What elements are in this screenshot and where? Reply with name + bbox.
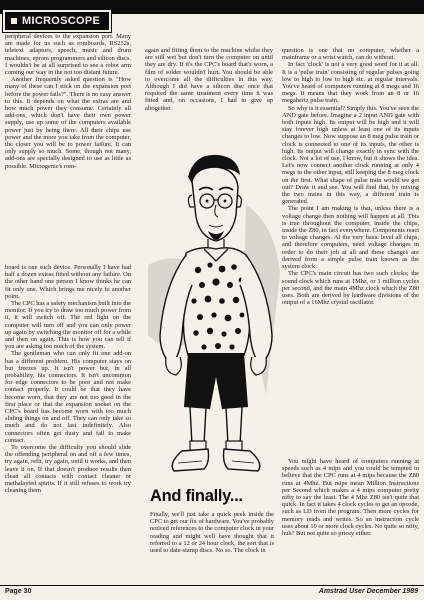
paragraph: peripheral devices to the expansion port. Many are made for us such as romboards, RS232s, teletext adaptors, speech, music and drum machines, eprom programmers and silicon discs. I wouldn't be at all surprised to see a robot arm coming our way in the not too distant future. xyxy=(5,33,131,77)
paragraph: The gentleman who can only fit one add-on has a different problem. His computer stays on but freezes up. It isn't power but, in all probability, his connectors. It isn't uncommon for edge connectors to be poor and not make contact properly. It could be that they have become worn, that they are not too good in the first place or that the expansion socket on the CPC's board has become worn with too much sliding things on and off. They can only take so much and do not last indefinitely. Also connectors often get dusty and fail to make contact. xyxy=(5,350,131,444)
page-footer xyxy=(0,585,424,600)
column-2-bottom xyxy=(150,511,274,586)
magazine-issue: Amstrad User December 1989 xyxy=(318,588,418,595)
paragraph: board is one such device. Personally I have had half a dozen extras fitted without any failure. On the other hand one person I know thinks he can fit only one. Which brings me nicely to another point. xyxy=(5,264,131,300)
paragraph: The point I am making is that, unless there is a voltage change then nothing will happen at all. This is true throughout the computer, inside the chips, inside the Z80, in fact everywhere. Components react to voltage changes. At the very basic level all chips, and therefore computers, need voltage changes in order to do their job at all and these changes are derived from a simple pulse train known as the system clock. xyxy=(282,205,419,271)
shoe xyxy=(224,449,260,471)
leg-right xyxy=(226,407,242,445)
shoe xyxy=(172,449,208,471)
column-1-bottom xyxy=(5,264,131,582)
hand xyxy=(166,357,182,375)
paragraph: again and fitting them to the machine whilst they are still wet but don't turn the computer on until they are dry. If it's the CPC's board that's worn, a film of solder wouldn't hurt. You should be able to overcome all the difficulties in this way. Although I did have a silicon disc once that required the same treatment every time it was fitted and, on occasions, I had to give up altogether. xyxy=(145,47,273,112)
column-3-bottom xyxy=(282,458,419,586)
subheadline: And finally... xyxy=(150,487,243,505)
paragraph: Another frequently asked question is "How many of these can I stick on the expansion port before the power fails?". There is no easy answer to this. It depends on what the extras are and how much power they consume. Certainly all add-ons, which don't have their own power supply, use up some of the computers available power just by being there. All their chips use power and the more you take from the computer, the closer you will be to power failure. It can only supply so much. Some, though not many, add-ons are specially designed to use as little as possible. Microgenic's rom- xyxy=(5,76,131,170)
column-1-top xyxy=(5,33,131,240)
column-3-top xyxy=(282,47,419,447)
leg-left xyxy=(190,407,206,445)
paragraph: In fact 'clock' is not a very good word for it at all. It is a 'pulse train' consisting of regular pulses going low to high to low to high etc. at regular intervals. You've heard of computers running at 8 megs and 16 megs. It means that they work from an 8 or 16 megahertz pulse train. xyxy=(282,61,419,105)
section-heading xyxy=(3,10,111,32)
paragraph: question is one that no computer, whether a mainframe or a wrist watch, can do without. xyxy=(282,47,419,62)
square-bullet-icon xyxy=(11,18,17,24)
cartoon-illustration xyxy=(146,145,282,490)
section-title: MICROSCOPE xyxy=(22,15,101,27)
shorts xyxy=(184,353,248,409)
page-number: Page 30 xyxy=(5,588,32,595)
paragraph: The CPC has a safety mechanism built into the monitor. If you try to draw too much power from it, it will switch off. The red light on the computer will turn off and you can only power up again by switching the monitor off for a while and then on again. This is how you can tell if you are asking too much of the system. xyxy=(5,300,131,351)
paragraph: You might have heard of computers running at speeds such as 4 mips and you could be tempted to believe that the CPC runs at 4 mips because the Z80 runs at 4Mhz. But mips mean Million Instructions per Second which makes a 4 mips computer pretty nifty to say the least. The 4 Mhz Z80 isn't quite that quick. In fact it takes 4 clock cycles to get an opcode, such as LD from the program. Then more cycles for memory reads and writes. So an instruction cycle uses about 10 or more clock cycles. No quite so nifty, huh? But not quite so pricey either. xyxy=(282,458,419,538)
paragraph: Finally, we'll just take a quick peek inside the CPC to get our fix of hardware. You've probably noticed references to the computer clock in your reading and might well have thought that it referred to a 12 or 24 hour clock, the sort that is used to date-stamp discs. No so. The clock in xyxy=(150,511,274,555)
column-2-top xyxy=(145,47,273,139)
paragraph: The CPC's main circuit has two such clocks; the sound clock which runs at 1Mhz, or 1 million cycles per second, and the main 4Mhz clock which the Z80 uses. Both are derived by hardware divisions of the output of a 16Mhz crystal oscillator. xyxy=(282,270,419,307)
paragraph: To overcome the difficulty you should slide the offending peripheral on and off a few times, try again, refit, try again, until it works, and then leave it on. If that doesn't produce results then clean all contacts with contact cleaner or methalayted spirits. If it still refuses to work try cleaning them xyxy=(5,444,131,495)
paragraph: So why is it essential? Simply this. You've seen the AND gate before. Imagine a 2 input AND gate with both inputs high. Its output will be high and it will stay forever high unless at least one of its inputs changes to low. Now suppose an 8 meg pulse train or clock is connected to one of its inputs, the other is high. Its output will change exactly in sync with the clock. Not a lot of use, I know, but it shows the idea. Let's now connect another clock running at only 4 megs to the other input, still keeping the 8 meg clock on the first. What shape of pulse train would we get out? Draw it and see. You will find that, by mixing the two trains in this way, a different train is generated. xyxy=(282,104,419,206)
